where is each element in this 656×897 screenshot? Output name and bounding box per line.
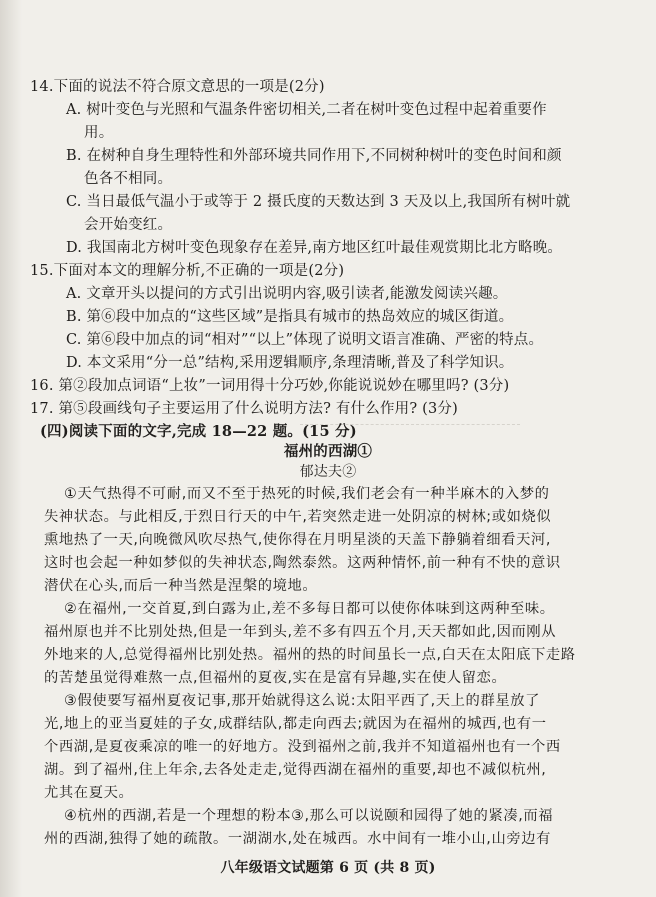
q14-option-b-cont: 色各不相同。 [84,171,173,187]
q15-option-d: D. 本文采用“分一总”结构,采用逻辑顺序,条理清晰,普及了科学知识。 [66,355,514,371]
article-line: 州的西湖,独得了她的疏散。一湖湖水,处在城西。水中间有一堆小山,山旁边有 [44,831,552,847]
page-footer: 八年级语文试题第 6 页 (共 8 页) [220,860,436,876]
article-line: 失神状态。与此相反,于烈日行天的中午,若突然走进一处阴凉的树林;或如烧似 [44,509,552,525]
article-line: ②在福州,一交首夏,到白露为止,差不多每日都可以使你体味到这两种至味。 [64,601,555,617]
q15-option-a: A. 文章开头以提问的方式引出说明内容,吸引读者,能激发阅读兴趣。 [66,286,508,302]
q14-option-a: A. 树叶变色与光照和气温条件密切相关,二者在树叶变色过程中起着重要作 [66,102,547,118]
article-line: ③假使要写福州夏夜记事,那开始就得这么说:太阳平西了,天上的群星放了 [64,693,541,709]
article-line: 光,地上的亚当夏娃的子女,成群结队,都走向西去;就因为在福州的城西,也有一 [44,716,547,732]
article-line: 外地来的人,总觉得福州比别处热。福州的热的时间虽长一点,白天在太阳底下走路 [44,647,576,663]
q14-option-b: B. 在树种自身生理特性和外部环境共同作用下,不同树种树叶的变色时间和颜 [66,148,562,164]
article-title: 福州的西湖① [283,443,373,460]
q14-option-c: C. 当日最低气温小于或等于 2 摄氏度的天数达到 3 天及以上,我国所有树叶就 [66,194,571,210]
q16-stem: 16. 第②段加点词语“上妆”一词用得十分巧妙,你能说说妙在哪里吗? (3分) [30,378,510,394]
article-line: 湖。到了福州,住上年余,去各处走走,觉得西湖在福州的重要,却也不减似杭州, [44,762,547,778]
article-line: ④杭州的西湖,若是一个理想的粉本③,那么可以说颐和园得了她的紧凑,而福 [64,808,554,824]
article-line: 尤其在夏天。 [44,785,134,801]
q14-stem: 14.下面的说法不符合原文意思的一项是(2分) [30,79,325,95]
q15-stem: 15.下面对本文的理解分析,不正确的一项是(2分) [30,263,345,279]
article-line: 潜伏在心头,而后一种当然是涅槃的境地。 [44,578,318,594]
q14-option-d: D. 我国南北方树叶变色现象存在差异,南方地区红叶最佳观赏期比北方略晚。 [66,240,563,256]
q15-option-c: C. 第⑥段中加点的词“相对”“以上”体现了说明文语言准确、严密的特点。 [66,332,544,348]
article-line: 这时也会起一种如梦似的失神状态,陶然泰然。这两种情怀,前一种有不快的意识 [44,555,561,571]
q14-option-c-cont: 会开始变红。 [84,217,173,233]
q17-stem: 17. 第⑤段画线句子主要运用了什么说明方法? 有什么作用? (3分) [30,401,458,417]
article-line: 个西湖,是夏夜乘凉的唯一的好地方。没到福州之前,我并不知道福州也有一个西 [44,739,561,755]
q15-option-b: B. 第⑥段中加点的“这些区域”是指具有城市的热岛效应的城区街道。 [66,309,514,325]
article-author: 郁达夫② [299,464,357,480]
section-header: (四)阅读下面的文字,完成 18—22 题。(15 分) [40,423,357,440]
article-line: 福州原也并不比别处热,但是一年到头,差不多有四五个月,天天都如此,因而刚从 [44,624,557,640]
article-line: 的苦楚虽觉得难熬一点,但福州的夏夜,实在是富有异趣,实在使人留恋。 [44,670,507,686]
article-line: 熏地热了一天,向晚微风吹尽热气,使你得在月明星淡的天盖下静躺着细看天河, [44,532,552,548]
q14-option-a-cont: 用。 [84,125,114,141]
article-line: ①天气热得不可耐,而又不至于热死的时候,我们老会有一种半麻木的入梦的 [64,486,550,502]
